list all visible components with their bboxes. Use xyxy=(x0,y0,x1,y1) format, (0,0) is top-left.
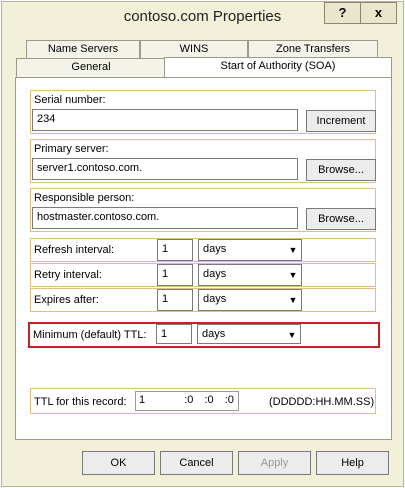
tab-start-of-authority[interactable]: Start of Authority (SOA) xyxy=(164,57,392,77)
refresh-interval-label: Refresh interval: xyxy=(34,244,115,256)
ok-button[interactable]: OK xyxy=(82,451,155,475)
retry-interval-unit: days xyxy=(203,268,227,280)
title-bar xyxy=(2,2,403,32)
ttl-minutes: :0 xyxy=(204,394,214,406)
expires-after-label: Expires after: xyxy=(34,294,99,306)
expires-after-unit: days xyxy=(203,293,227,305)
chevron-down-icon[interactable]: ▼ xyxy=(288,295,298,305)
responsible-person-label: Responsible person: xyxy=(34,192,135,204)
refresh-interval-unit: days xyxy=(203,243,227,255)
retry-interval-input[interactable]: 1 xyxy=(157,264,193,286)
soa-panel xyxy=(15,77,392,440)
cancel-button[interactable]: Cancel xyxy=(160,451,233,475)
minimum-ttl-unit: days xyxy=(202,328,226,340)
serial-group xyxy=(30,90,376,134)
ttl-format-hint: (DDDDD:HH.MM.SS) xyxy=(269,396,375,408)
close-button[interactable]: x xyxy=(360,2,397,24)
responsible-person-group xyxy=(30,188,376,232)
chevron-down-icon[interactable]: ▼ xyxy=(288,245,298,255)
retry-interval-unit-select[interactable] xyxy=(198,264,302,286)
ttl-record-row xyxy=(30,388,376,414)
primary-server-input[interactable]: server1.contoso.com. xyxy=(32,158,298,180)
help-title-button[interactable]: ? xyxy=(324,2,361,24)
primary-server-group xyxy=(30,139,376,183)
minimum-ttl-row xyxy=(30,324,376,346)
tab-wins[interactable]: WINS xyxy=(140,40,248,58)
minimum-ttl-unit-select[interactable] xyxy=(197,324,301,344)
ttl-record-input[interactable] xyxy=(135,391,239,411)
refresh-interval-unit-select[interactable] xyxy=(198,239,302,261)
help-button[interactable]: Help xyxy=(316,451,389,475)
retry-interval-label: Retry interval: xyxy=(34,269,102,281)
serial-label: Serial number: xyxy=(34,94,106,106)
responsible-person-input[interactable]: hostmaster.contoso.com. xyxy=(32,207,298,229)
tab-general[interactable]: General xyxy=(16,58,166,77)
ttl-days: 1 xyxy=(139,394,146,406)
serial-input[interactable]: 234 xyxy=(32,109,298,131)
minimum-ttl-label: Minimum (default) TTL: xyxy=(33,329,147,341)
ttl-record-label: TTL for this record: xyxy=(34,396,127,408)
refresh-interval-row xyxy=(30,238,376,262)
browse-primary-button[interactable]: Browse... xyxy=(306,159,376,181)
tab-name-servers[interactable]: Name Servers xyxy=(26,40,140,58)
ttl-seconds: :0 xyxy=(224,394,234,406)
expires-after-input[interactable]: 1 xyxy=(157,289,193,311)
chevron-down-icon[interactable]: ▼ xyxy=(288,270,298,280)
browse-responsible-button[interactable]: Browse... xyxy=(306,208,376,230)
refresh-interval-input[interactable]: 1 xyxy=(157,239,193,261)
primary-server-label: Primary server: xyxy=(34,143,109,155)
chevron-down-icon[interactable]: ▼ xyxy=(287,330,297,340)
expires-after-row xyxy=(30,288,376,312)
retry-interval-row xyxy=(30,263,376,287)
minimum-ttl-input[interactable]: 1 xyxy=(156,324,192,344)
apply-button[interactable]: Apply xyxy=(238,451,311,475)
window-title: contoso.com Properties xyxy=(123,8,282,25)
ttl-hours: :0 xyxy=(184,394,194,406)
properties-dialog xyxy=(1,1,404,487)
tab-zone-transfers[interactable]: Zone Transfers xyxy=(248,40,378,58)
increment-button[interactable]: Increment xyxy=(306,110,376,132)
expires-after-unit-select[interactable] xyxy=(198,289,302,311)
